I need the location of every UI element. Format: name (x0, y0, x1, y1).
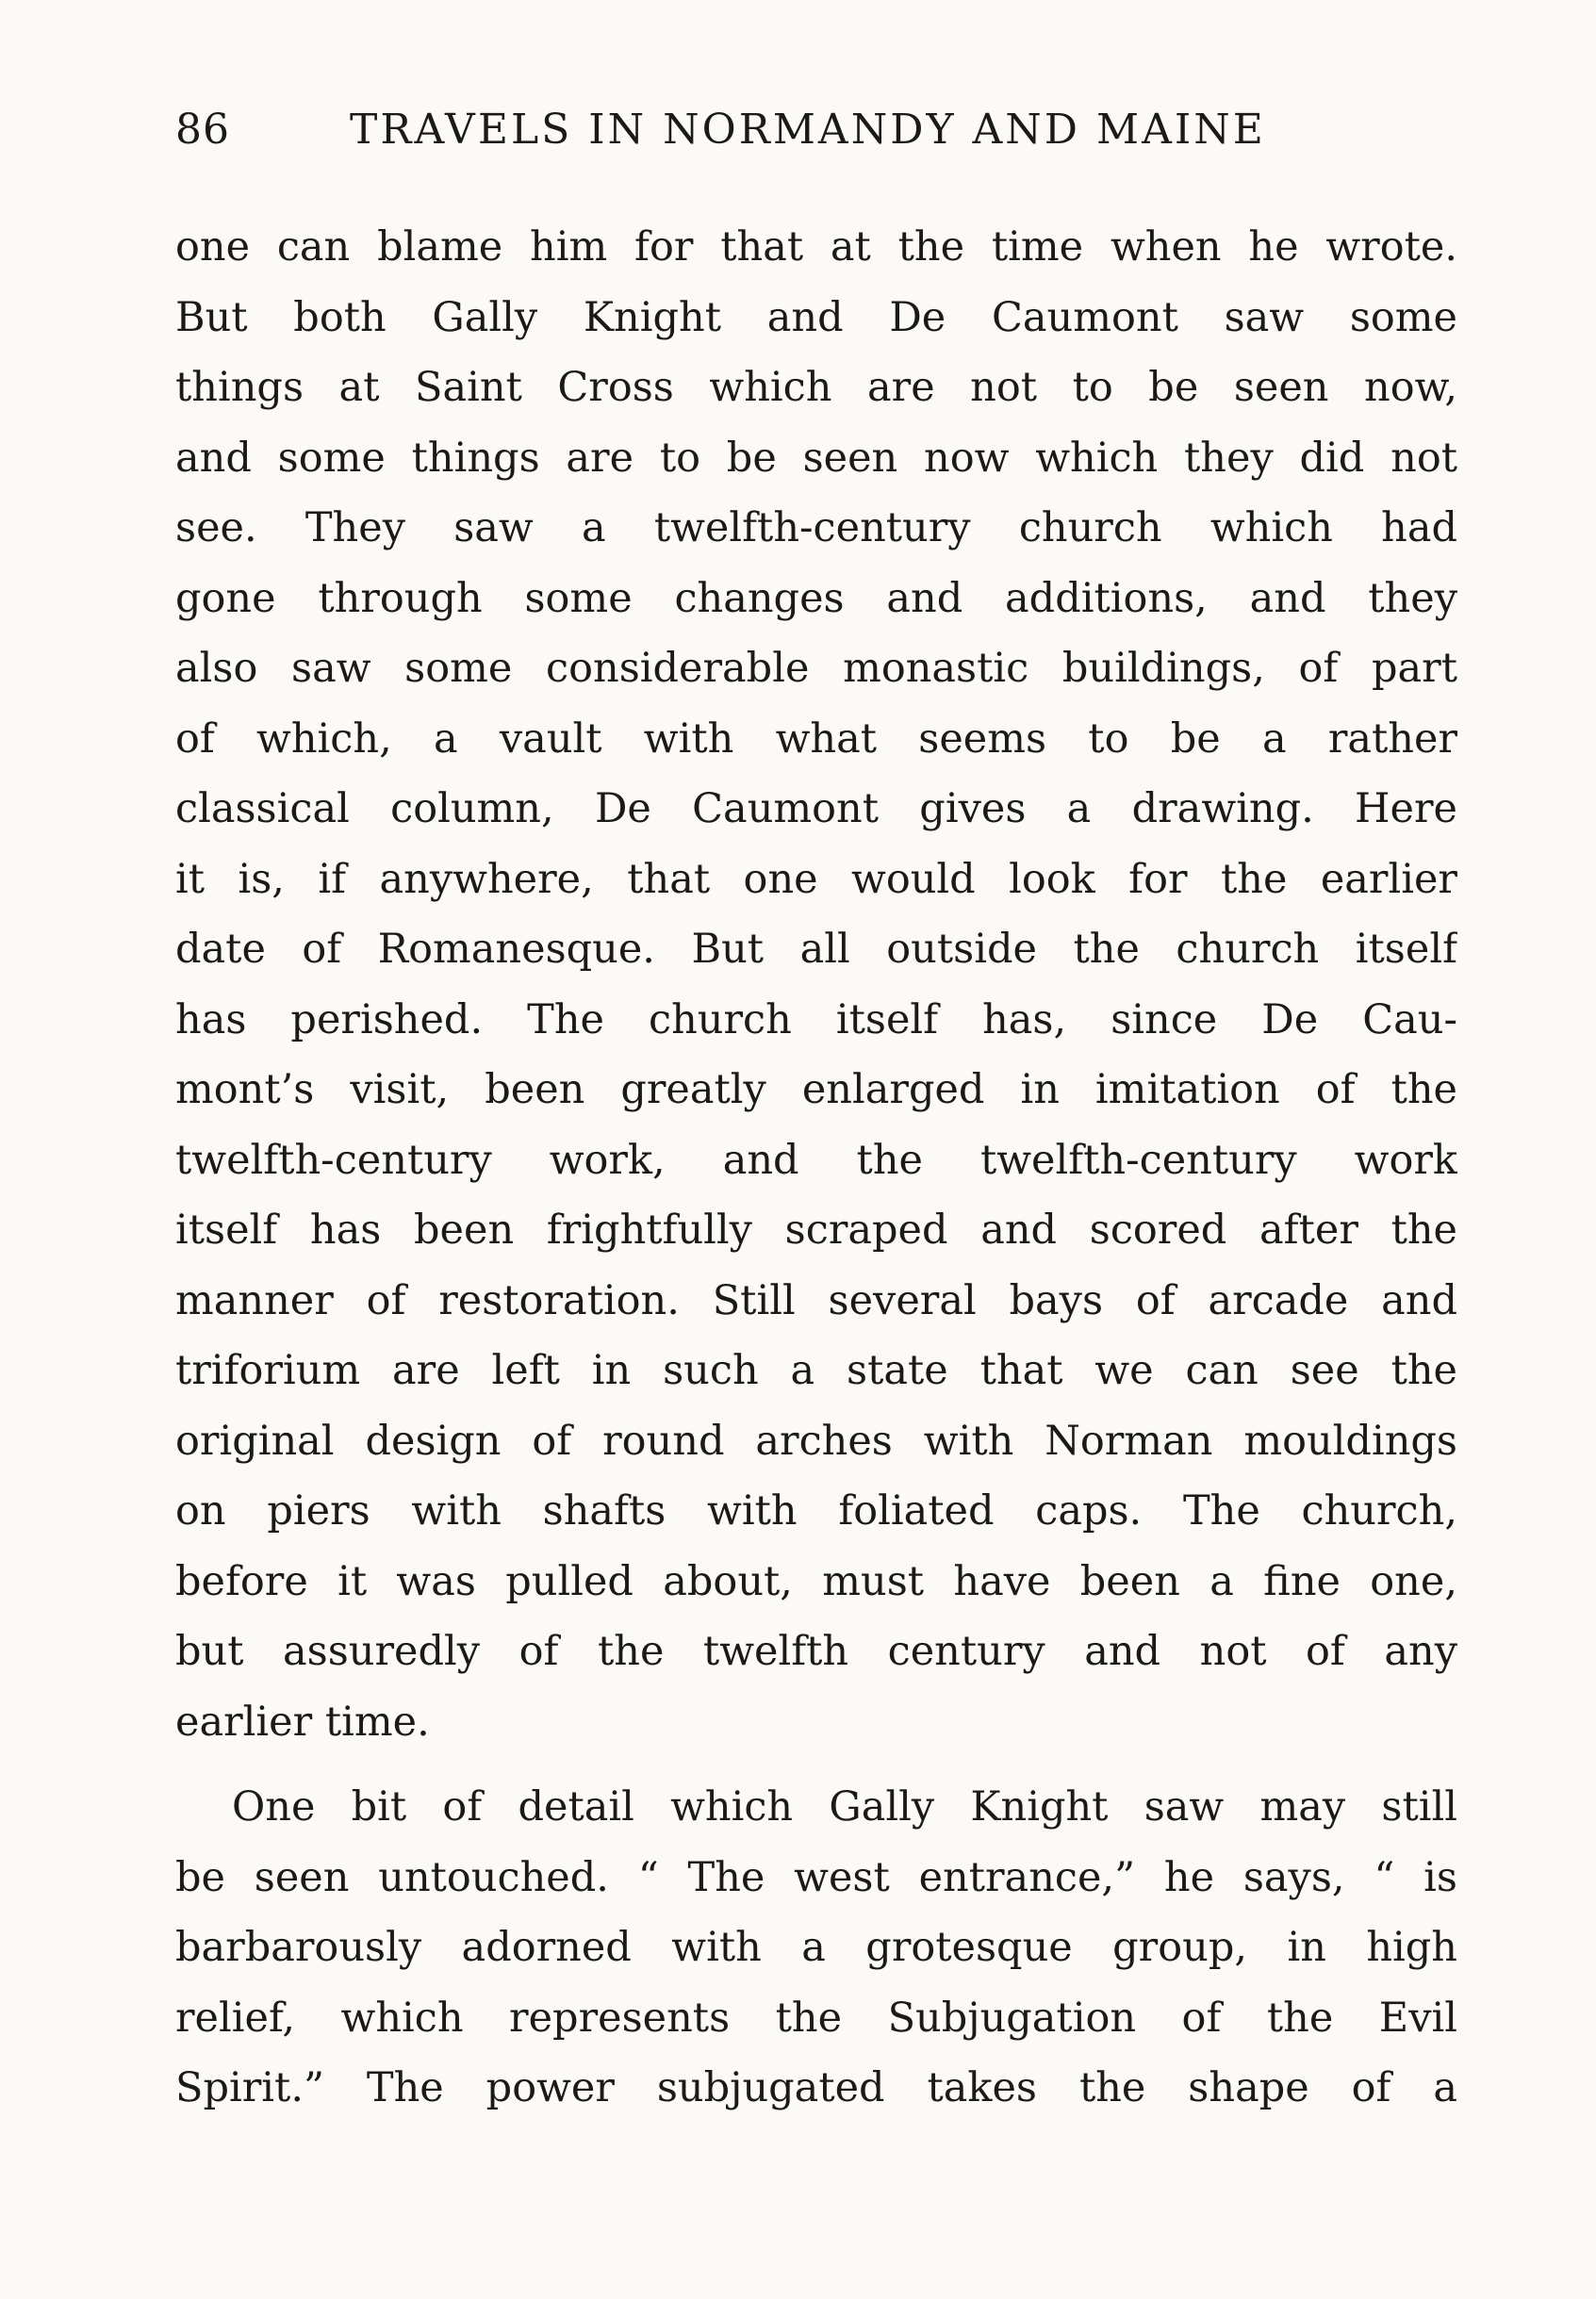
running-head (175, 106, 1307, 162)
paragraph-2 (175, 1772, 1457, 2124)
text-line: mont’s visit, been greatly enlarged in imitation of the (175, 1066, 1457, 1113)
text-line: also saw some considerable monastic buildings, of part (175, 645, 1457, 692)
paragraph-gap (175, 1757, 1457, 1772)
text-line: gone through some changes and additions, and they (175, 574, 1457, 622)
text-line: date of Romanesque. But all outside the church itself (175, 926, 1457, 973)
text-line: twelfth-century work, and the twelfth-century work (175, 1136, 1457, 1184)
text-line: it is, if anywhere, that one would look for the earlier (175, 855, 1457, 903)
text-line: one can blame him for that at the time when he wrote. (175, 223, 1457, 271)
text-line: has perished. The church itself has, since De Cau- (175, 995, 1457, 1043)
text-line: but assuredly of the twelfth century and not of any (175, 1628, 1457, 1675)
text-line: see. They saw a twelfth-century church which had (175, 504, 1457, 551)
paragraph-1 (175, 212, 1457, 1757)
text-line: on piers with shafts with foliated caps. The church, (175, 1487, 1457, 1535)
text-line: triforium are left in such a state that we can see the (175, 1347, 1457, 1394)
text-line: and some things are to be seen now which they did not (175, 434, 1457, 482)
body-text (175, 212, 1457, 2124)
text-line: original design of round arches with Norman mouldings (175, 1417, 1457, 1465)
running-title: TRAVELS IN NORMANDY AND MAINE (350, 106, 1266, 154)
text-line: Spirit.” The power subjugated takes the shape of a (175, 2064, 1457, 2111)
text-line: things at Saint Cross which are not to be seen now, (175, 364, 1457, 411)
text-line: One bit of detail which Gally Knight saw may still (232, 1783, 1457, 1831)
text-line: before it was pulled about, must have been a fine one, (175, 1557, 1457, 1605)
text-line: manner of restoration. Still several bays of arcade and (175, 1276, 1457, 1324)
text-line: relief, which represents the Subjugation of the Evil (175, 1994, 1457, 2042)
page-number: 86 (175, 106, 230, 154)
text-line: classical column, De Caumont gives a drawing. Here (175, 785, 1457, 832)
text-line: barbarously adorned with a grotesque group, in high (175, 1924, 1457, 1971)
text-line: But both Gally Knight and De Caumont saw some (175, 293, 1457, 341)
text-line: of which, a vault with what seems to be a rather (175, 714, 1457, 763)
text-line: earlier time. (175, 1698, 430, 1746)
text-line: itself has been frightfully scraped and scored after the (175, 1207, 1457, 1254)
text-line: be seen untouched. “ The west entrance,” he says, “ is (175, 1853, 1457, 1901)
